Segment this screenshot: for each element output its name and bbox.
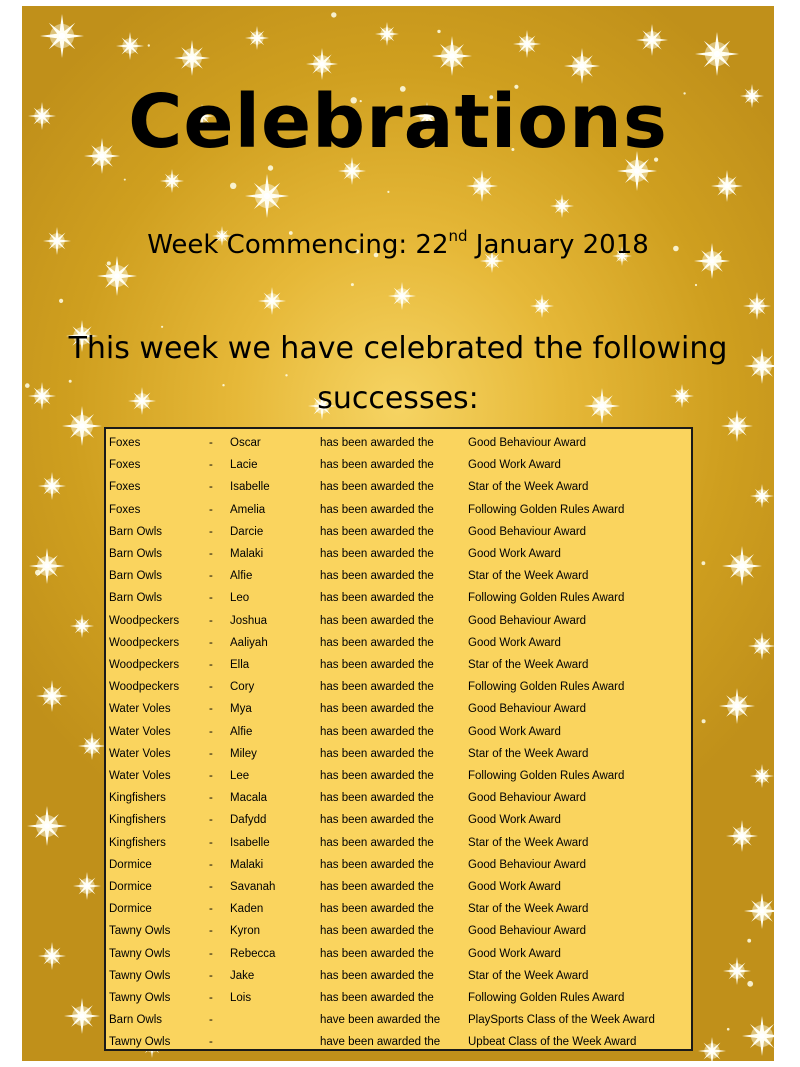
sparkle-icon xyxy=(742,1016,774,1056)
table-row xyxy=(106,721,691,743)
table-row xyxy=(106,610,691,632)
award-dash: - xyxy=(209,636,213,649)
award-title: Star of the Week Award xyxy=(468,747,589,760)
table-row xyxy=(106,632,691,654)
award-phrase: has been awarded the xyxy=(320,969,434,982)
sparkle-icon xyxy=(530,294,554,318)
award-house: Woodpeckers xyxy=(109,681,180,694)
award-dash: - xyxy=(209,703,213,716)
sparkle-icon xyxy=(723,957,751,985)
sparkle-icon xyxy=(748,632,774,660)
award-pupil-name: Kyron xyxy=(230,925,261,938)
sparkle-icon xyxy=(550,194,574,218)
sparkle-icon xyxy=(750,484,774,508)
award-dash: - xyxy=(209,659,213,671)
sparkle-icon xyxy=(636,24,668,56)
table-row xyxy=(106,654,691,676)
table-row xyxy=(106,1031,691,1053)
sparkle-icon xyxy=(70,614,94,638)
sparkle-icon xyxy=(28,382,56,410)
award-title: Good Behaviour Award xyxy=(468,614,587,627)
award-dash: - xyxy=(209,792,213,805)
award-pupil-name: Savanah xyxy=(230,881,276,893)
award-dash: - xyxy=(209,437,213,449)
week-ordinal-suffix: nd xyxy=(448,227,468,245)
award-dash: - xyxy=(209,570,213,583)
award-title: Good Behaviour Award xyxy=(468,925,587,938)
award-pupil-name: Oscar xyxy=(230,437,261,449)
award-house: Barn Owls xyxy=(109,1014,163,1027)
award-pupil-name: Macala xyxy=(230,792,268,805)
award-dash: - xyxy=(209,947,213,960)
table-row xyxy=(106,987,691,1009)
table-row xyxy=(106,898,691,920)
award-title: Good Work Award xyxy=(468,881,561,893)
award-house: Foxes xyxy=(109,459,141,472)
award-phrase: has been awarded the xyxy=(320,725,434,738)
award-phrase: has been awarded the xyxy=(320,570,434,583)
award-phrase: has been awarded the xyxy=(320,659,434,671)
sparkle-dot xyxy=(230,183,236,189)
award-dash: - xyxy=(209,969,213,982)
award-phrase: has been awarded the xyxy=(320,592,434,605)
sparkle-dot xyxy=(747,981,753,987)
sparkle-dot xyxy=(35,570,41,576)
sparkle-dot xyxy=(695,284,697,286)
award-dash: - xyxy=(209,525,213,538)
table-row xyxy=(106,943,691,965)
award-title: Good Work Award xyxy=(468,636,561,649)
award-dash: - xyxy=(209,903,213,916)
award-phrase: has been awarded the xyxy=(320,925,434,938)
sparkle-icon xyxy=(29,548,65,584)
award-dash: - xyxy=(209,681,213,694)
award-house: Kingfishers xyxy=(109,792,166,805)
sparkle-dot xyxy=(351,283,354,286)
table-row xyxy=(106,432,691,454)
celebrations-poster xyxy=(22,6,774,1061)
award-phrase: has been awarded the xyxy=(320,947,434,960)
award-phrase: has been awarded the xyxy=(320,681,434,694)
sparkle-dot xyxy=(702,561,706,565)
sparkle-icon xyxy=(116,32,144,60)
intro-text: This week we have celebrated the following successes: xyxy=(68,331,728,416)
sparkle-icon xyxy=(245,26,269,50)
award-title: Good Work Award xyxy=(468,725,561,738)
award-dash: - xyxy=(209,881,213,893)
sparkle-dot xyxy=(59,299,63,303)
award-house: Kingfishers xyxy=(109,814,166,827)
award-dash: - xyxy=(209,836,213,849)
table-row xyxy=(106,454,691,476)
award-dash: - xyxy=(209,481,213,494)
table-row xyxy=(106,920,691,942)
award-title: PlaySports Class of the Week Award xyxy=(468,1014,655,1027)
table-row xyxy=(106,765,691,787)
award-house: Dormice xyxy=(109,903,152,916)
table-row xyxy=(106,1009,691,1031)
table-row xyxy=(106,787,691,809)
sparkle-dot xyxy=(387,191,389,193)
award-phrase: has been awarded the xyxy=(320,770,434,782)
award-house: Dormice xyxy=(109,881,152,893)
award-dash: - xyxy=(209,814,213,827)
award-phrase: has been awarded the xyxy=(320,614,434,627)
award-pupil-name: Lois xyxy=(230,992,252,1004)
sparkle-dot xyxy=(747,939,751,943)
sparkle-dot xyxy=(25,383,30,388)
award-house: Tawny Owls xyxy=(109,947,171,960)
award-house: Barn Owls xyxy=(109,525,163,538)
sparkle-icon xyxy=(38,472,66,500)
award-house: Water Voles xyxy=(109,703,171,716)
table-row xyxy=(106,965,691,987)
award-title: Following Golden Rules Award xyxy=(468,770,625,782)
award-title: Upbeat Class of the Week Award xyxy=(468,1036,637,1049)
table-row xyxy=(106,476,691,498)
award-title: Following Golden Rules Award xyxy=(468,992,625,1004)
award-title: Good Work Award xyxy=(468,814,561,827)
award-title: Good Behaviour Award xyxy=(468,525,587,538)
award-dash: - xyxy=(209,503,213,516)
sparkle-icon xyxy=(750,764,774,788)
award-house: Foxes xyxy=(109,481,141,494)
award-pupil-name: Leo xyxy=(230,592,250,605)
award-dash: - xyxy=(209,992,213,1004)
award-house: Tawny Owls xyxy=(109,992,171,1004)
table-row xyxy=(106,876,691,898)
sparkle-dot xyxy=(727,1028,730,1031)
awards-table xyxy=(104,427,693,1051)
award-phrase: has been awarded the xyxy=(320,437,434,449)
award-phrase: has been awarded the xyxy=(320,548,434,560)
sparkle-icon xyxy=(513,30,541,58)
award-phrase: have been awarded the xyxy=(320,1014,441,1027)
week-prefix: Week Commencing: 22 xyxy=(147,230,449,260)
award-title: Good Work Award xyxy=(468,548,561,560)
award-phrase: have been awarded the xyxy=(320,1036,441,1049)
sparkle-icon xyxy=(36,680,68,712)
award-pupil-name: Isabelle xyxy=(230,836,270,849)
award-title: Star of the Week Award xyxy=(468,659,589,671)
sparkle-icon xyxy=(245,174,289,218)
award-house: Dormice xyxy=(109,858,152,871)
sparkle-dot xyxy=(124,179,126,181)
award-title: Star of the Week Award xyxy=(468,969,589,982)
sparkle-dot xyxy=(702,719,706,723)
award-title: Star of the Week Award xyxy=(468,903,589,916)
table-row xyxy=(106,521,691,543)
sparkle-icon xyxy=(744,893,774,929)
sparkle-icon xyxy=(64,998,100,1034)
award-house: Water Voles xyxy=(109,747,171,760)
award-title: Following Golden Rules Award xyxy=(468,592,625,605)
award-dash: - xyxy=(209,459,213,472)
award-title: Following Golden Rules Award xyxy=(468,681,625,694)
sparkle-icon xyxy=(744,348,774,384)
award-phrase: has been awarded the xyxy=(320,481,434,494)
award-phrase: has been awarded the xyxy=(320,858,434,871)
award-house: Water Voles xyxy=(109,725,171,738)
award-phrase: has been awarded the xyxy=(320,636,434,649)
award-pupil-name: Aaliyah xyxy=(230,636,268,649)
award-house: Tawny Owls xyxy=(109,969,171,982)
award-house: Foxes xyxy=(109,503,141,516)
award-phrase: has been awarded the xyxy=(320,836,434,849)
table-row xyxy=(106,698,691,720)
sparkle-icon xyxy=(698,1037,726,1061)
table-row xyxy=(106,854,691,876)
award-dash: - xyxy=(209,725,213,738)
award-pupil-name: Rebecca xyxy=(230,947,276,960)
award-dash: - xyxy=(209,1036,213,1049)
sparkle-dot xyxy=(331,12,336,17)
award-pupil-name: Lee xyxy=(230,770,250,782)
award-house: Foxes xyxy=(109,437,141,449)
sparkle-icon xyxy=(388,282,416,310)
award-house: Barn Owls xyxy=(109,592,163,605)
award-pupil-name: Alfie xyxy=(230,725,253,738)
award-house: Woodpeckers xyxy=(109,659,180,671)
table-row xyxy=(106,832,691,854)
award-dash: - xyxy=(209,614,213,627)
award-phrase: has been awarded the xyxy=(320,747,434,760)
award-title: Star of the Week Award xyxy=(468,481,589,494)
sparkle-icon xyxy=(27,806,67,846)
table-row xyxy=(106,565,691,587)
sparkle-icon xyxy=(375,22,399,46)
award-phrase: has been awarded the xyxy=(320,792,434,805)
award-pupil-name: Alfie xyxy=(230,570,253,583)
award-phrase: has been awarded the xyxy=(320,503,434,516)
award-dash: - xyxy=(209,925,213,938)
table-row xyxy=(106,743,691,765)
award-pupil-name: Kaden xyxy=(230,903,264,916)
award-pupil-name: Jake xyxy=(230,969,255,982)
award-pupil-name: Amelia xyxy=(230,503,266,516)
sparkle-icon xyxy=(743,292,771,320)
award-pupil-name: Malaki xyxy=(230,548,264,560)
award-dash: - xyxy=(209,548,213,560)
award-dash: - xyxy=(209,770,213,782)
award-dash: - xyxy=(209,747,213,760)
award-house: Woodpeckers xyxy=(109,636,180,649)
award-pupil-name: Lacie xyxy=(230,459,258,472)
award-pupil-name: Ella xyxy=(230,659,250,671)
award-house: Kingfishers xyxy=(109,836,166,849)
sparkle-icon xyxy=(711,170,743,202)
sparkle-icon xyxy=(174,40,210,76)
sparkle-icon xyxy=(719,688,755,724)
award-title: Good Work Award xyxy=(468,947,561,960)
award-title: Good Behaviour Award xyxy=(468,703,587,716)
award-house: Tawny Owls xyxy=(109,1036,171,1049)
award-dash: - xyxy=(209,1014,213,1027)
award-phrase: has been awarded the xyxy=(320,703,434,716)
sparkle-icon xyxy=(432,36,472,76)
award-pupil-name: Cory xyxy=(230,681,255,694)
award-house: Woodpeckers xyxy=(109,614,180,627)
sparkle-icon xyxy=(722,546,762,586)
award-phrase: has been awarded the xyxy=(320,525,434,538)
award-house: Barn Owls xyxy=(109,570,163,583)
table-row xyxy=(106,499,691,521)
sparkle-icon xyxy=(160,169,184,193)
sparkle-icon xyxy=(78,732,106,760)
week-date: January 2018 xyxy=(467,230,649,260)
sparkle-dot xyxy=(437,30,440,33)
award-dash: - xyxy=(209,858,213,871)
sparkle-icon xyxy=(258,287,286,315)
award-phrase: has been awarded the xyxy=(320,903,434,916)
table-row xyxy=(106,809,691,831)
award-pupil-name: Joshua xyxy=(230,614,268,627)
sparkle-icon xyxy=(695,32,739,76)
table-row xyxy=(106,543,691,565)
sparkle-icon xyxy=(40,14,84,58)
award-title: Good Work Award xyxy=(468,459,561,472)
week-commencing xyxy=(22,216,774,265)
award-title: Star of the Week Award xyxy=(468,570,589,583)
award-title: Following Golden Rules Award xyxy=(468,503,625,516)
table-row xyxy=(106,587,691,609)
sparkle-icon xyxy=(726,820,758,852)
sparkle-icon xyxy=(466,170,498,202)
award-dash: - xyxy=(209,592,213,605)
award-house: Water Voles xyxy=(109,770,171,782)
award-title: Star of the Week Award xyxy=(468,836,589,849)
award-phrase: has been awarded the xyxy=(320,881,434,893)
award-pupil-name: Darcie xyxy=(230,525,264,538)
award-phrase: has been awarded the xyxy=(320,992,434,1004)
award-title: Good Behaviour Award xyxy=(468,858,587,871)
poster-title: Celebrations xyxy=(128,79,668,165)
table-row xyxy=(106,676,691,698)
award-title: Good Behaviour Award xyxy=(468,437,587,449)
award-phrase: has been awarded the xyxy=(320,459,434,472)
award-pupil-name: Dafydd xyxy=(230,814,267,827)
award-pupil-name: Malaki xyxy=(230,858,264,871)
award-pupil-name: Isabelle xyxy=(230,481,270,494)
award-title: Good Behaviour Award xyxy=(468,792,587,805)
award-house: Barn Owls xyxy=(109,548,163,560)
award-pupil-name: Miley xyxy=(230,747,257,760)
award-pupil-name: Mya xyxy=(230,703,252,716)
award-house: Tawny Owls xyxy=(109,925,171,938)
sparkle-dot xyxy=(148,44,150,46)
sparkle-icon xyxy=(73,872,101,900)
award-phrase: has been awarded the xyxy=(320,814,434,827)
sparkle-icon xyxy=(38,942,66,970)
